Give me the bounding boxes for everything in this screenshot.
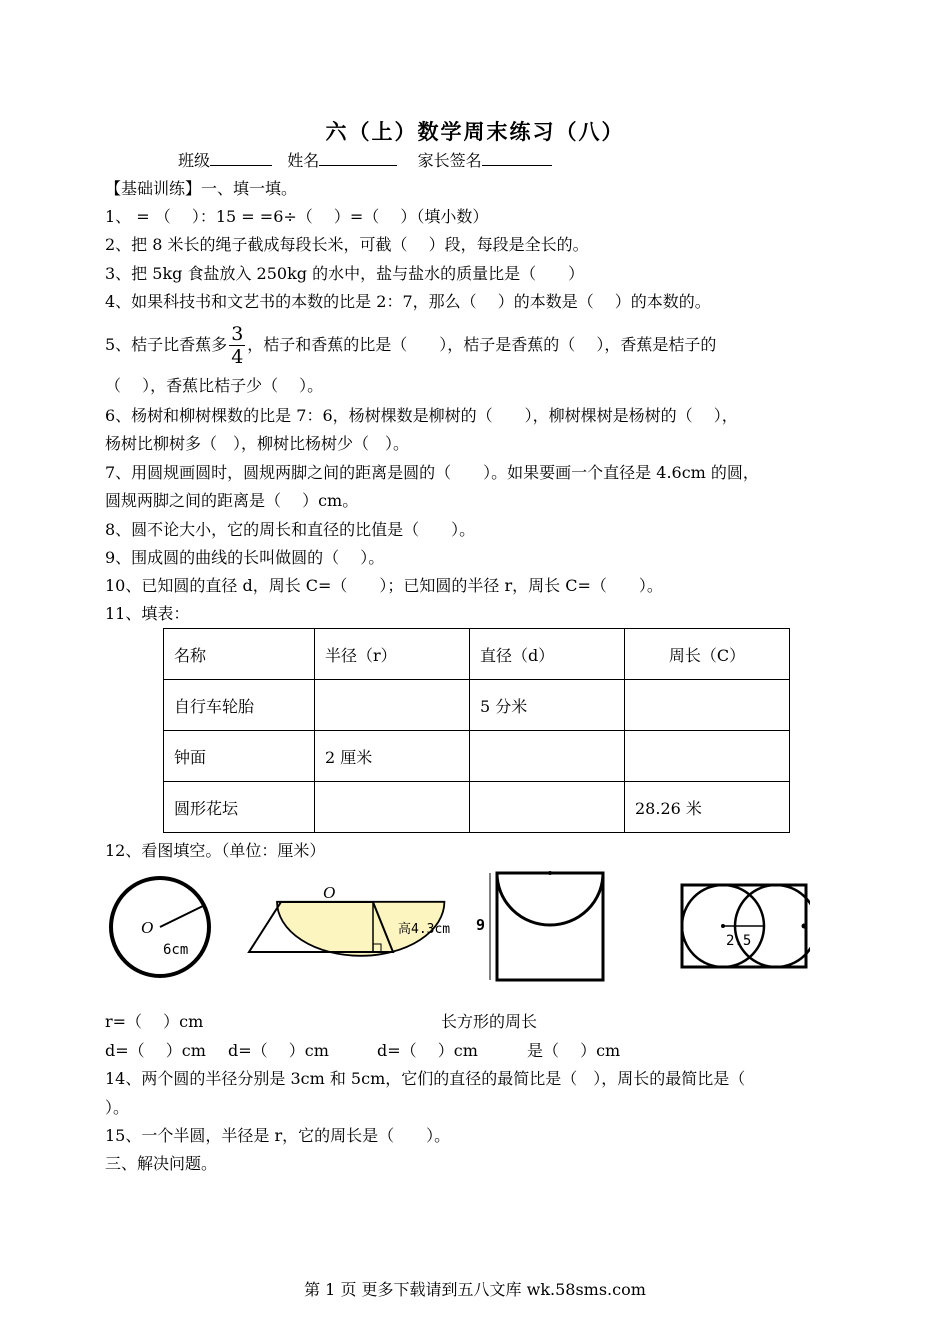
question-14-line1: 14、两个圆的半径分别是 3cm 和 5cm，它们的直径的最简比是（ ），周长的最简比是（ — [105, 1069, 746, 1088]
table-cell: 28.26 米 — [625, 782, 790, 833]
table-row — [164, 782, 790, 833]
table-row — [164, 731, 790, 782]
side-label: 9 — [476, 916, 486, 934]
name-label: 姓名 — [287, 151, 320, 170]
edge-dot — [802, 924, 807, 929]
question-2: 2、把 8 米长的绳子截成每段长米，可截（ ）段，每段是全长的。 — [105, 235, 589, 254]
radius-label: 2.5 — [726, 933, 752, 949]
table-cell[interactable] — [315, 680, 470, 731]
table-header-row — [164, 629, 790, 680]
semicircle-arc — [497, 873, 603, 925]
question-7-line1: 7、用圆规画圆时，圆规两脚之间的距离是圆的（ ）。如果要画一个直径是 4.6cm 的圆， — [105, 463, 759, 482]
question-5-cont: （ ），香蕉比桔子少（ ）。 — [105, 376, 324, 395]
center-dot — [548, 871, 552, 875]
figure-circle-radius — [103, 872, 218, 982]
question-6-line2: 杨树比柳树多（ ），柳树比杨树少（ ）。 — [105, 434, 410, 453]
question-12: 12、看图填空。（单位：厘米） — [105, 841, 326, 860]
answer-d3: d=（ ）cm — [377, 1041, 478, 1060]
table-row — [164, 680, 790, 731]
radius-label: 6cm — [163, 942, 189, 958]
question-7-line2: 圆规两脚之间的距离是（ ）cm。 — [105, 491, 359, 510]
question-6-line1: 6、杨树和柳树棵数的比是 7：6，杨树棵数是柳树的（ ），柳树棵树是杨树的（ ）， — [105, 406, 738, 425]
answer-d1: d=（ ）cm — [105, 1041, 206, 1060]
question-9: 9、围成圆的曲线的长叫做圆的（ ）。 — [105, 548, 385, 567]
answer-d2: d=（ ）cm — [228, 1041, 329, 1060]
question-14-line2: ）。 — [105, 1098, 130, 1117]
question-15: 15、一个半圆，半径是 r，它的周长是（ ）。 — [105, 1126, 451, 1145]
fraction-numerator: 3 — [231, 323, 244, 345]
answer-rect-perimeter: 长方形的周长 — [441, 1012, 538, 1031]
question-1: 1、 = （ ）：15 = =6÷（ ）=（ ）（填小数） — [105, 207, 489, 226]
question-5-part-b: ，桔子和香蕉的比是（ ），桔子是香蕉的（ ），香蕉是桔子的 — [247, 335, 717, 354]
table-cell: 自行车轮胎 — [164, 680, 315, 731]
height-label: 高4.3cm — [398, 922, 451, 937]
parent-signature-label: 家长签名 — [417, 151, 482, 170]
question-3: 3、把 5kg 食盐放入 250kg 的水中，盐与盐水的质量比是（ ） — [105, 264, 585, 283]
student-info-row — [178, 149, 552, 172]
table-header-cell: 直径（d） — [470, 629, 625, 680]
table-cell: 圆形花坛 — [164, 782, 315, 833]
center-label: O — [141, 918, 154, 937]
table-cell[interactable] — [470, 731, 625, 782]
section-solve-title: 三、解决问题。 — [105, 1154, 218, 1173]
table-header-cell: 半径（r） — [315, 629, 470, 680]
center-label: O — [323, 883, 336, 902]
fill-table — [163, 628, 790, 833]
question-10: 10、已知圆的直径 d，周长 C=（ ）；已知圆的半径 r，周长 C=（ ）。 — [105, 576, 663, 595]
question-4: 4、如果科技书和文艺书的本数的比是 2：7，那么（ ）的本数是（ ）的本数的。 — [105, 292, 711, 311]
figure-rectangle-two-circles — [678, 880, 810, 972]
question-11: 11、填表： — [105, 604, 190, 623]
question-5 — [105, 320, 716, 370]
table-cell: 2 厘米 — [315, 731, 470, 782]
table-cell[interactable] — [625, 731, 790, 782]
figure-square-semicircle — [472, 866, 612, 986]
radius-line — [160, 905, 205, 927]
parent-signature-blank[interactable] — [482, 149, 552, 166]
table-header-cell: 名称 — [164, 629, 315, 680]
fraction-3-4 — [229, 323, 245, 368]
question-5-part-a: 5、桔子比香蕉多 — [105, 335, 228, 354]
table-header-cell: 周长（C） — [625, 629, 790, 680]
section-basic-title: 【基础训练】一、填一填。 — [105, 179, 298, 198]
page-footer: 第 1 页 更多下载请到五八文库 wk.58sms.com — [304, 1280, 646, 1299]
table-cell: 钟面 — [164, 731, 315, 782]
table-cell[interactable] — [315, 782, 470, 833]
class-blank[interactable] — [210, 149, 272, 166]
answer-rect-value: 是（ ）cm — [527, 1041, 621, 1060]
name-blank[interactable] — [319, 149, 397, 166]
figure-trapezoid-semicircle — [243, 882, 458, 960]
center-dot — [721, 924, 725, 928]
answer-r: r=（ ）cm — [105, 1012, 204, 1031]
fraction-denominator: 4 — [231, 346, 244, 368]
table-cell[interactable] — [470, 782, 625, 833]
question-8: 8、圆不论大小，它的周长和直径的比值是（ ）。 — [105, 520, 476, 539]
table-cell[interactable] — [625, 680, 790, 731]
page-title: 六（上）数学周末练习（八） — [325, 120, 625, 144]
class-label: 班级 — [178, 151, 211, 170]
table-cell: 5 分米 — [470, 680, 625, 731]
